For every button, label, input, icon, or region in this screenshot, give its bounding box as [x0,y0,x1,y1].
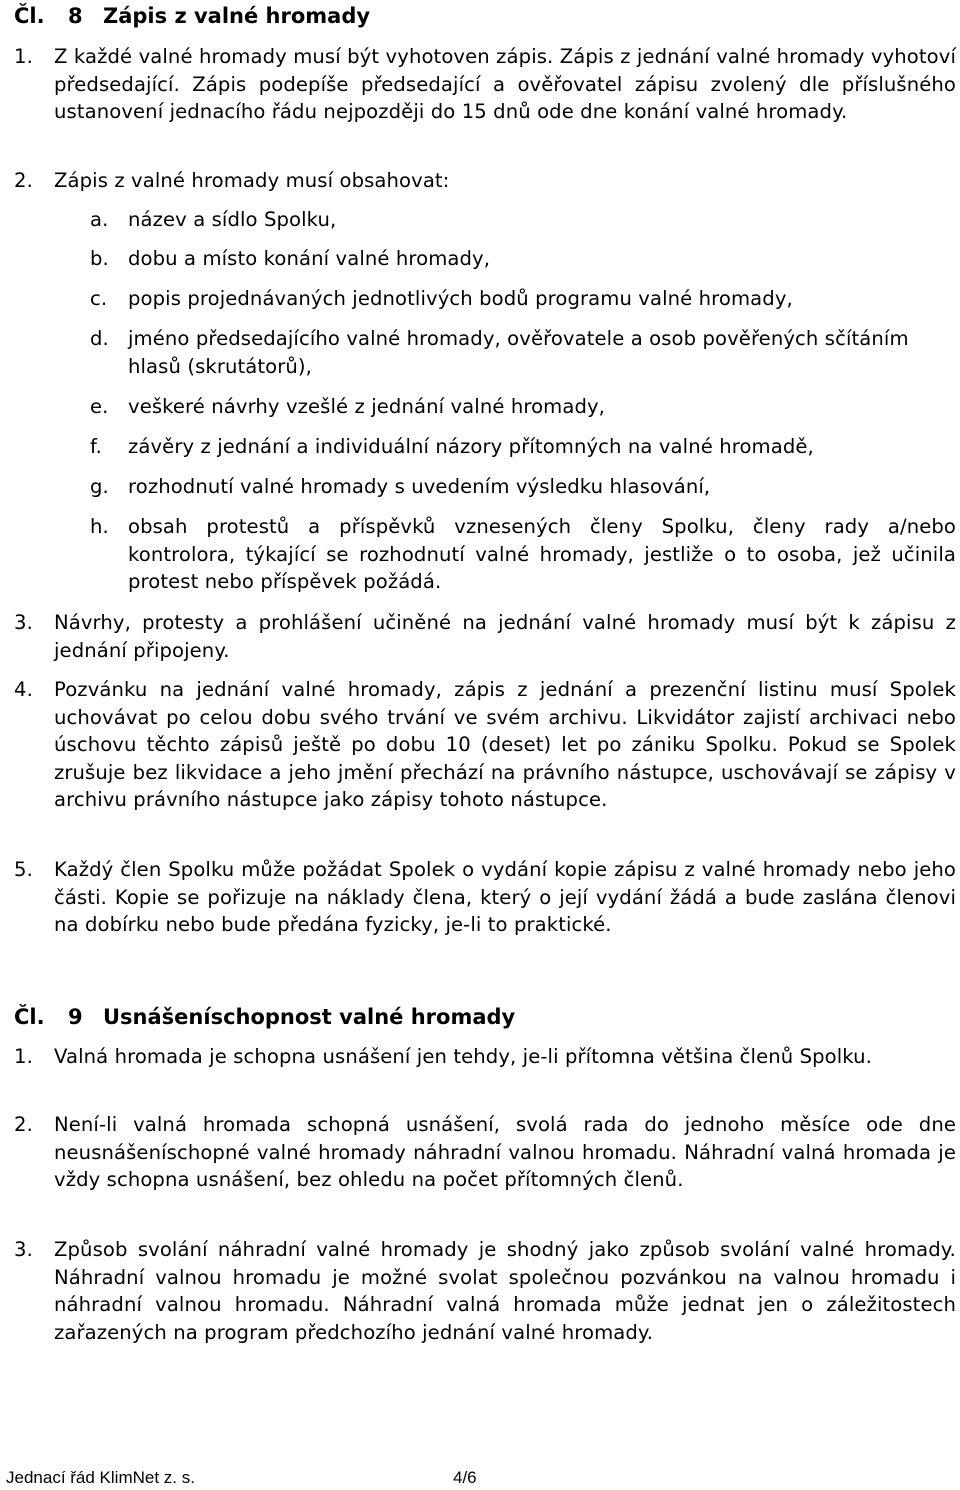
item-text: Valná hromada je schopna usnášení jen tehdy, je-li přítomna většina členů Spolku. [54,1045,872,1068]
page-footer [6,1467,477,1489]
art8-subitem-g [90,473,956,501]
article-8-heading [14,2,370,30]
subitem-letter: h. [90,515,109,538]
item-text: Návrhy, protesty a prohlášení učiněné na jednání valné hromady musí být k zápisu z jednání připojeny. [54,611,956,662]
subitem-text: rozhodnutí valné hromady s uvedením výsledku hlasování, [128,475,711,498]
art9-item-2 [14,1111,956,1194]
item-number: 2. [14,169,33,192]
item-text: Pozvánku na jednání valné hromady, zápis z jednání a prezenční listinu musí Spolek uchovávat po celou dobu svého trvání ve svém archivu. Likvidátor zajistí archivaci nebo úschovu těchto zápisů ještě po dobu 10 (deset) let po zániku Spolku. Pokud se Spolek zrušuje bez likvidace a jeho jmění přechází na právního nástupce, uschovávají se zápisy v archivu právního nástupce jako zápisy tohoto nástupce. [54,678,956,812]
article-label: Čl. [14,1005,45,1029]
art8-item-1 [14,43,956,126]
article-title: Zápis z valné hromady [103,4,371,28]
subitem-letter: e. [90,395,109,418]
subitem-text: jméno předsedajícího valné hromady, ověřovatele a osob pověřených sčítáním hlasů (skrutátorů), [128,327,909,378]
item-number: 5. [14,858,33,881]
item-number: 1. [14,45,33,68]
subitem-letter: g. [90,475,109,498]
article-9-heading [14,1003,515,1031]
item-text: Každý člen Spolku může požádat Spolek o vydání kopie zápisu z valné hromady nebo jeho části. Kopie se pořizuje na náklady člena, který o její vydání žádá a bude zaslána členovi na dobírku nebo bude předána fyzicky, je-li to praktické. [54,858,956,937]
art8-subitem-e [90,393,956,421]
subitem-letter: b. [90,247,109,270]
art8-subitem-a [90,206,956,234]
art8-subitem-d [90,325,956,380]
art8-item-2 [14,167,956,195]
item-number: 3. [14,1238,33,1261]
subitem-text: popis projednávaných jednotlivých bodů programu valné hromady, [128,287,793,310]
art8-subitem-c [90,285,956,313]
art8-item-4 [14,676,956,814]
subitem-text: závěry z jednání a individuální názory přítomných na valné hromadě, [128,435,814,458]
item-text: Z každé valné hromady musí být vyhotoven zápis. Zápis z jednání valné hromady vyhotoví předsedající. Zápis podepíše předsedající a ověřovatel zápisu zvolený dle příslušného ustanovení jednacího řádu nejpozději do 15 dnů ode dne konání valné hromady. [54,45,956,124]
article-label: Čl. [14,4,45,28]
item-number: 4. [14,678,33,701]
item-text: Není-li valná hromada schopná usnášení, svolá rada do jednoho měsíce ode dne neusnášeníschopné valné hromady náhradní valnou hromadu. Náhradní valná hromada je vždy schopna usnášení, bez ohledu na počet přítomných členů. [54,1113,956,1192]
item-text: Způsob svolání náhradní valné hromady je shodný jako způsob svolání valné hromady. Náhradní valnou hromadu je možné svolat společnou pozvánkou na valnou hromadu i náhradní valnou hromadu. Náhradní valná hromada může jednat jen o záležitostech zařazených na program předchozího jednání valné hromady. [54,1238,956,1344]
article-title: Usnášeníschopnost valné hromady [103,1005,516,1029]
subitem-text: dobu a místo konání valné hromady, [128,247,491,270]
subitem-letter: f. [90,435,102,458]
art8-subitem-h [90,513,956,596]
art8-item-3 [14,609,956,664]
art8-subitem-b [90,245,956,273]
footer-document-name: Jednací řád KlimNet z. s. [6,1468,195,1487]
subitem-letter: a. [90,208,109,231]
footer-page-number: 4/6 [453,1468,477,1487]
subitem-text: název a sídlo Spolku, [128,208,337,231]
subitem-letter: c. [90,287,108,310]
subitem-text: obsah protestů a příspěvků vznesených členy Spolku, členy rady a/nebo kontrolora, týkající se rozhodnutí valné hromady, jestliže o to osoba, jež učinila protest nebo příspěvek požádá. [128,515,956,594]
item-number: 2. [14,1113,33,1136]
subitem-text: veškeré návrhy vzešlé z jednání valné hromady, [128,395,606,418]
art8-item-5 [14,856,956,939]
art8-subitem-f [90,433,956,461]
item-number: 3. [14,611,33,634]
subitem-letter: d. [90,327,109,350]
art9-item-3 [14,1236,956,1346]
item-text: Zápis z valné hromady musí obsahovat: [54,169,450,192]
item-number: 1. [14,1045,33,1068]
article-number: 9 [68,1005,83,1029]
art9-item-1 [14,1043,956,1071]
article-number: 8 [68,4,83,28]
